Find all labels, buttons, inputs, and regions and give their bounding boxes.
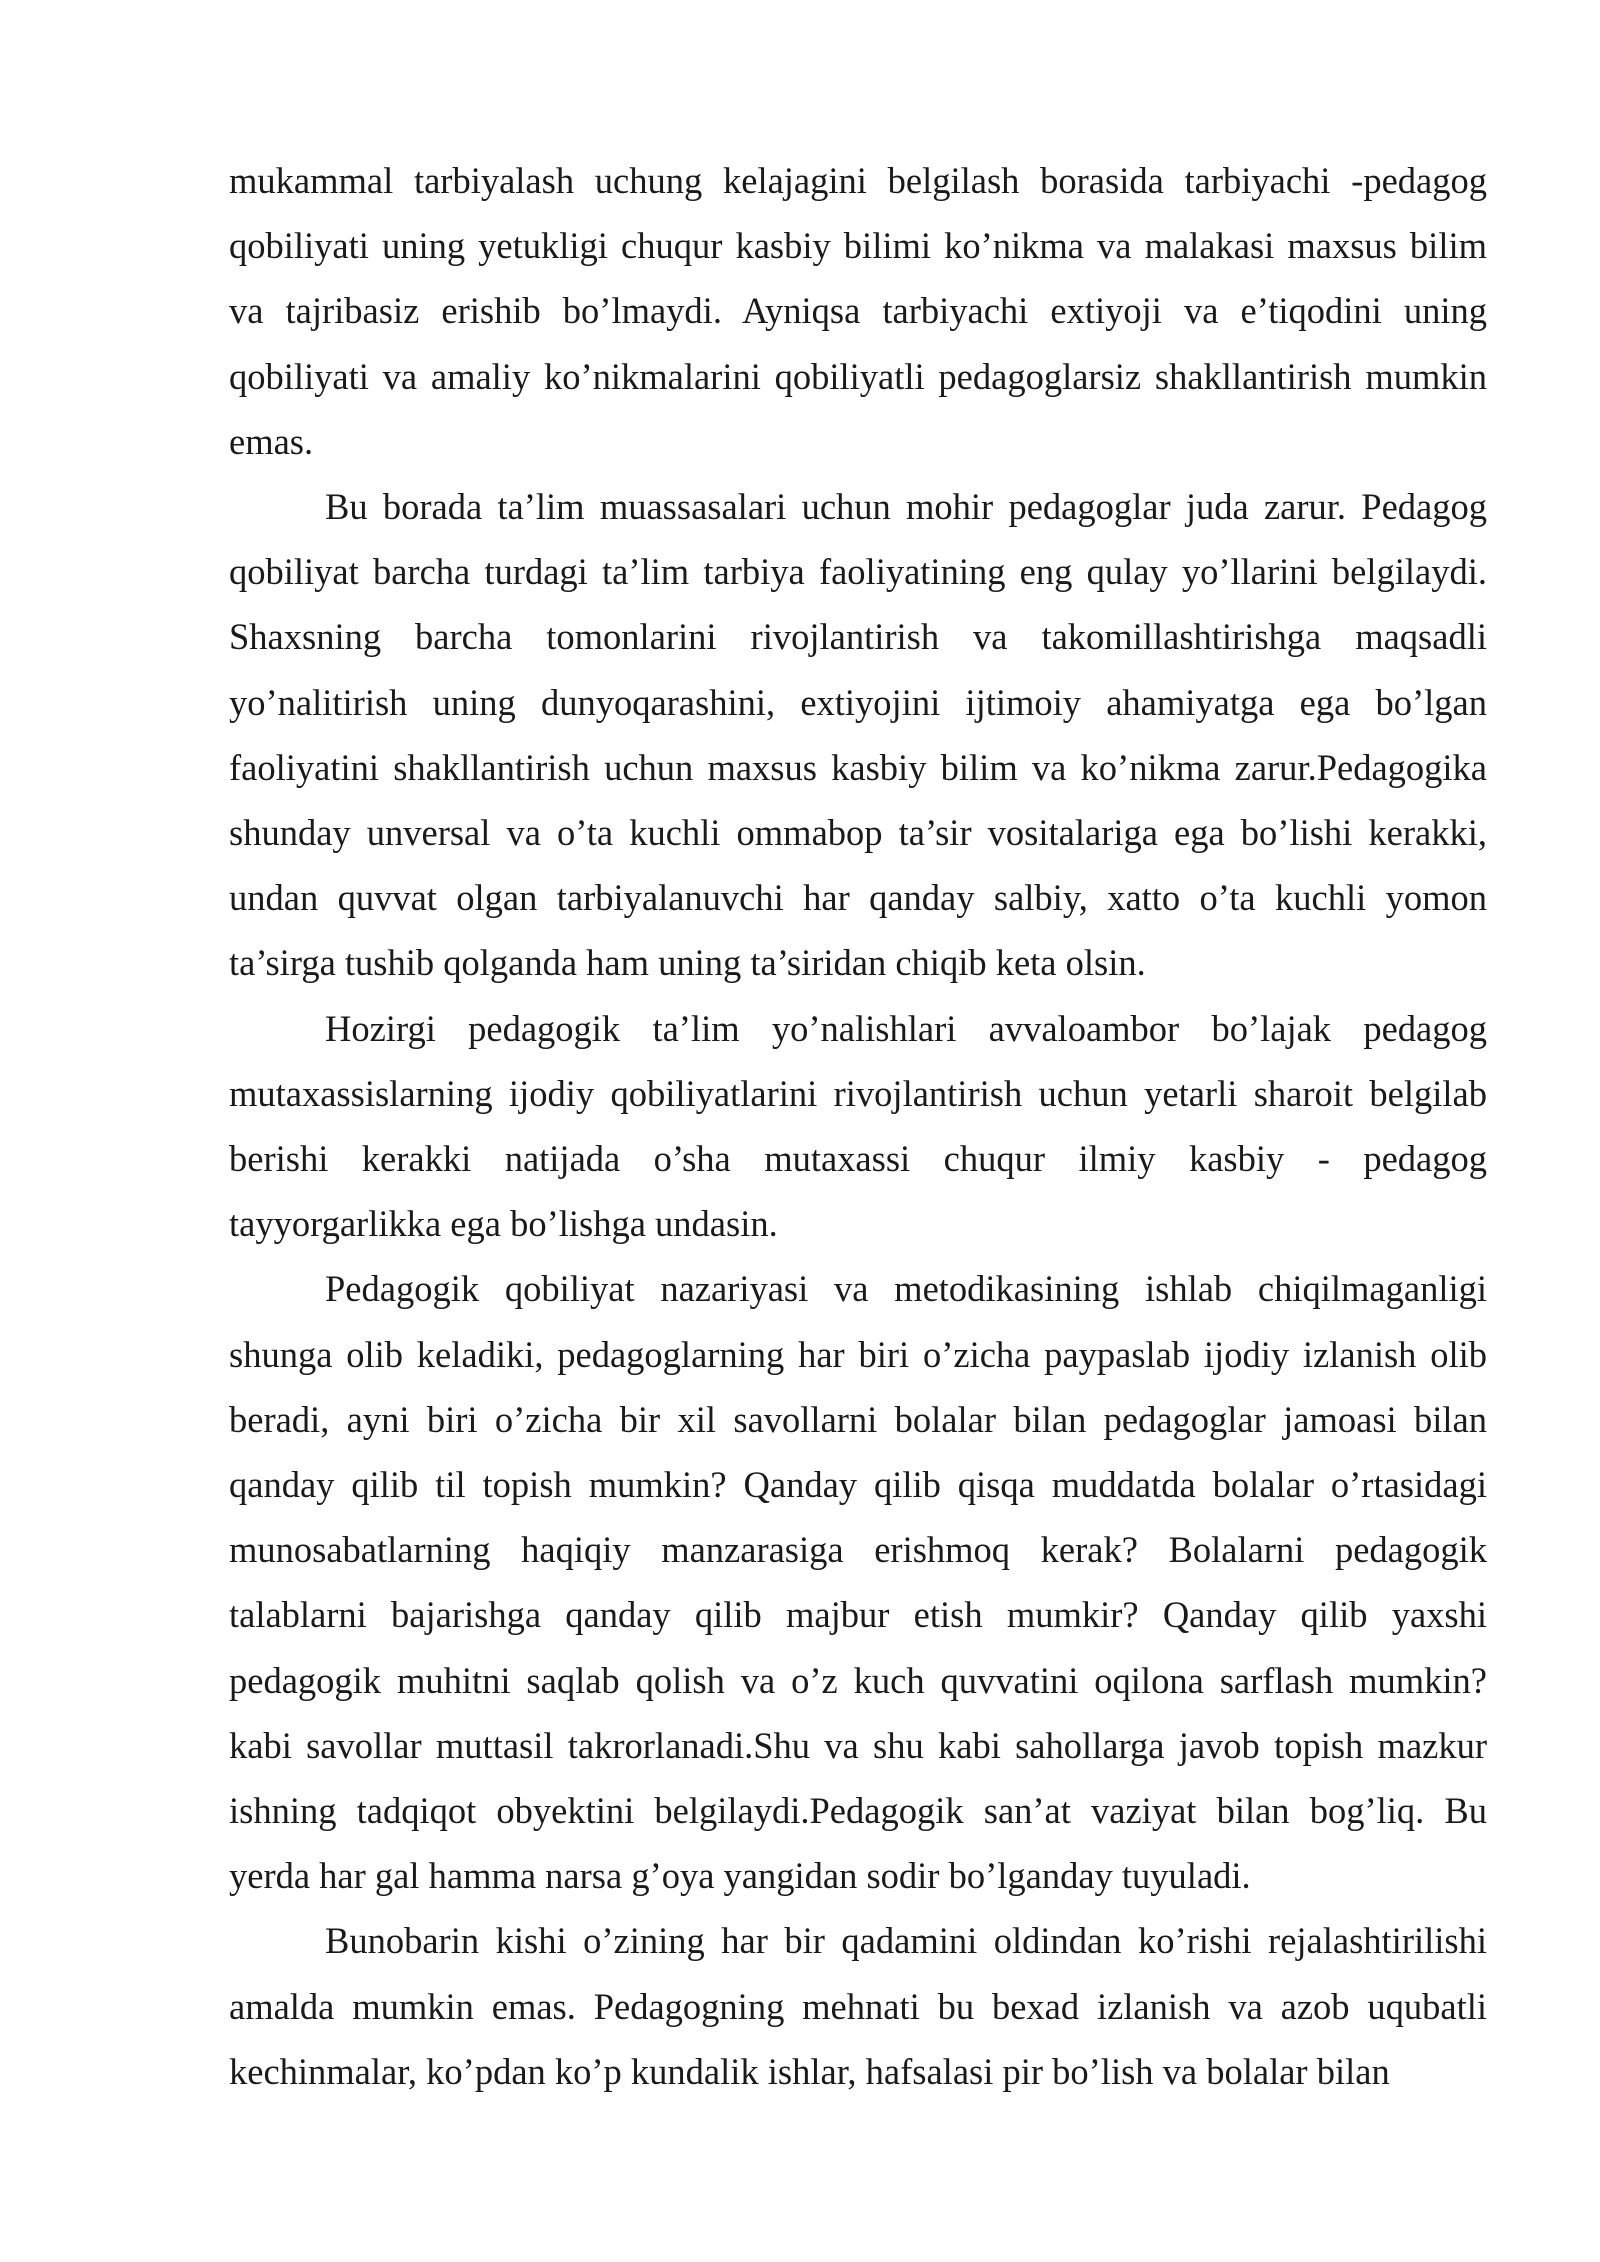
paragraph-1: mukammal tarbiyalash uchung kelajagini belgilash borasida tarbiyachi -pedagog qobiliyati uning yetukligi chuqur kasbiy bilimi ko’nikma va malakasi maxsus bilim va tajribasiz erishib bo’lmaydi. Ayniqsa tarbiyachi extiyoji va e’tiqodini uning qobiliyati va amaliy ko’nikmalarini qobiliyatli pedagoglarsiz shakllantirish mumkin emas.: [229, 160, 1487, 462]
paragraph-5: Bunobarin kishi o’zining har bir qadamini oldindan ko’rishi rejalashtirilishi amalda mumkin emas. Pedagogning mehnati bu bexad izlanish va azob uqubatli kechinmalar, ko’pdan ko’p kundalik ishlar, hafsalasi pir bo’lish va bolalar bilan: [229, 1920, 1487, 2092]
paragraph-2: Bu borada ta’lim muassasalari uchun mohir pedagoglar juda zarur. Pedagog qobiliyat barcha turdagi ta’lim tarbiya faoliyatining eng qulay yo’llarini belgilaydi. Shaxsning barcha tomonlarini rivojlantirish va takomillashtirishga maqsadli yo’nalitirish uning dunyoqarashini, extiyojini ijtimoiy ahamiyatga ega bo’lgan faoliyatini shakllantirish uchun maxsus kasbiy bilim va ko’nikma zarur.Pedagogika shunday unversal va o’ta kuchli ommabop ta’sir vositalariga ega bo’lishi kerakki, undan quvvat olgan tarbiyalanuvchi har qanday salbiy, xatto o’ta kuchli yomon ta’sirga tushib qolganda ham uning ta’siridan chiqib keta olsin.: [229, 486, 1487, 984]
document-body: [229, 148, 1487, 2104]
paragraph-3: Hozirgi pedagogik ta’lim yo’nalishlari avvaloambor bo’lajak pedagog mutaxassislarning ijodiy qobiliyatlarini rivojlantirish uchun yetarli sharoit belgilab berishi kerakki natijada o’sha mutaxassi chuqur ilmiy kasbiy - pedagog tayyorgarlikka ega bo’lishga undasin.: [229, 1007, 1487, 1245]
paragraph-4: Pedagogik qobiliyat nazariyasi va metodikasining ishlab chiqilmaganligi shunga olib keladiki, pedagoglarning har biri o’zicha paypaslab ijodiy izlanish olib beradi, ayni biri o’zicha bir xil savollarni bolalar bilan pedagoglar jamoasi bilan qanday qilib til topish mumkin? Qanday qilib qisqa muddatda bolalar o’rtasidagi munosabatlarning haqiqiy manzarasiga erishmoq kerak? Bolalarni pedagogik talablarni bajarishga qanday qilib majbur etish mumkir? Qanday qilib yaxshi pedagogik muhitni saqlab qolish va o’z kuch quvvatini oqilona sarflash mumkin? kabi savollar muttasil takrorlanadi.Shu va shu kabi sahollarga javob topish mazkur ishning tadqiqot obyektini belgilaydi.Pedagogik san’at vaziyat bilan bog’liq. Bu yerda har gal hamma narsa g’oya yangidan sodir bo’lganday tuyuladi.: [229, 1268, 1487, 1897]
